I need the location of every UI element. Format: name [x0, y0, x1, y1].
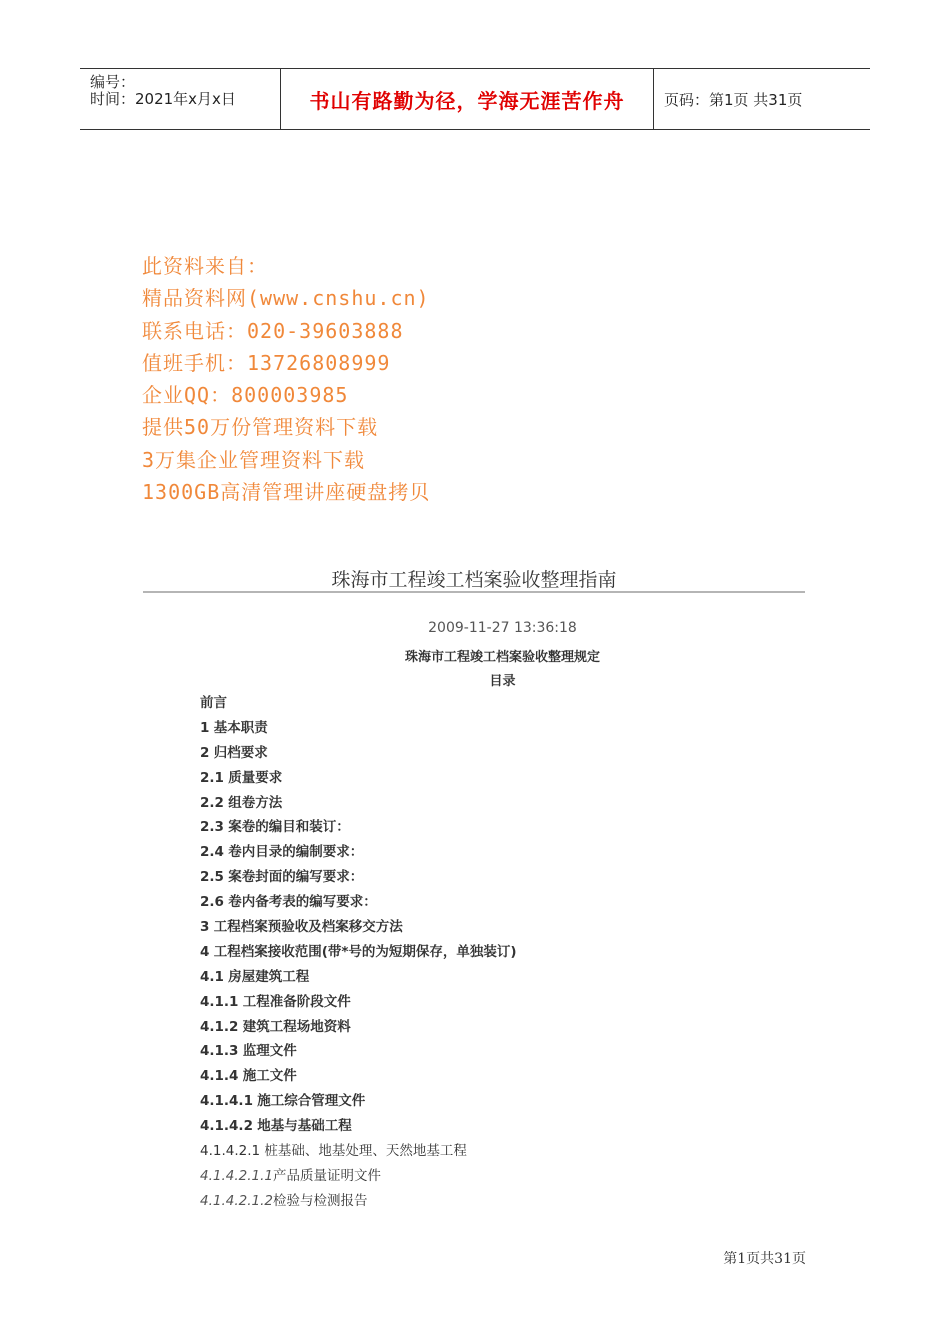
header-meta-cell — [80, 69, 281, 129]
ad-line: 提供50万份管理资料下载 — [142, 415, 379, 440]
document-subtitle: 珠海市工程竣工档案验收整理规定 — [404, 650, 600, 665]
ad-line: 联系电话：020-39603888 — [142, 318, 404, 343]
toc-heading: 目录 — [489, 674, 516, 689]
number-label: 编号： — [90, 73, 136, 91]
title-divider — [143, 591, 805, 593]
toc-item: 1 基本职责 — [200, 719, 268, 736]
header-page-cell — [654, 69, 870, 129]
ad-line: 此资料来自： — [142, 254, 268, 278]
toc-item: 4.1 房屋建筑工程 — [200, 968, 310, 985]
toc-item: 4.1.4.2.1.1产品质量证明文件 — [200, 1167, 381, 1184]
ad-block — [142, 250, 430, 508]
document-datetime: 2009-11-27 13:36:18 — [428, 620, 577, 636]
toc-item: 4.1.4.2.1 桩基础、地基处理、天然地基工程 — [200, 1143, 467, 1160]
motto: 书山有路勤为径，学海无涯苦作舟 — [309, 88, 625, 113]
toc-item: 2.3 案卷的编目和装订： — [200, 819, 350, 836]
toc-item: 4 工程档案接收范围(带*号的为短期保存，单独装订) — [200, 943, 517, 960]
time-label: 时间：2021年x月x日 — [90, 90, 236, 108]
toc-item: 2.1 质量要求 — [200, 769, 283, 786]
table-of-contents — [200, 691, 517, 1214]
header-motto-cell — [281, 69, 654, 129]
header-page-info: 页码：第1页 共31页 — [664, 90, 803, 109]
ad-line: 企业QQ：800003985 — [142, 383, 349, 408]
ad-line: 3万集企业管理资料下载 — [142, 447, 366, 472]
toc-item: 前言 — [200, 695, 227, 711]
ad-line: 值班手机：13726808999 — [142, 350, 391, 375]
ad-line: 精品资料网(www.cnshu.cn) — [142, 286, 430, 311]
toc-item: 4.1.2 建筑工程场地资料 — [200, 1018, 351, 1035]
toc-item: 4.1.1 工程准备阶段文件 — [200, 993, 351, 1010]
toc-item: 3 工程档案预验收及档案移交方法 — [200, 919, 403, 936]
page-header — [80, 68, 870, 130]
toc-item: 2.5 案卷封面的编写要求： — [200, 869, 364, 886]
ad-line: 1300GB高清管理讲座硬盘拷贝 — [142, 480, 431, 505]
toc-item: 2.2 组卷方法 — [200, 794, 283, 811]
page-footer: 第1页共31页 — [723, 1251, 806, 1267]
toc-item: 2.4 卷内目录的编制要求： — [200, 844, 364, 861]
toc-item: 4.1.4.2.1.2检验与检测报告 — [200, 1192, 368, 1209]
toc-item: 4.1.4 施工文件 — [200, 1068, 297, 1085]
document-title: 珠海市工程竣工档案验收整理指南 — [331, 569, 617, 591]
toc-item: 2 归档要求 — [200, 744, 268, 761]
toc-item: 4.1.4.2 地基与基础工程 — [200, 1118, 352, 1135]
toc-item: 4.1.3 监理文件 — [200, 1043, 297, 1060]
toc-item: 2.6 卷内备考表的编写要求： — [200, 894, 377, 911]
toc-item: 4.1.4.1 施工综合管理文件 — [200, 1093, 366, 1110]
